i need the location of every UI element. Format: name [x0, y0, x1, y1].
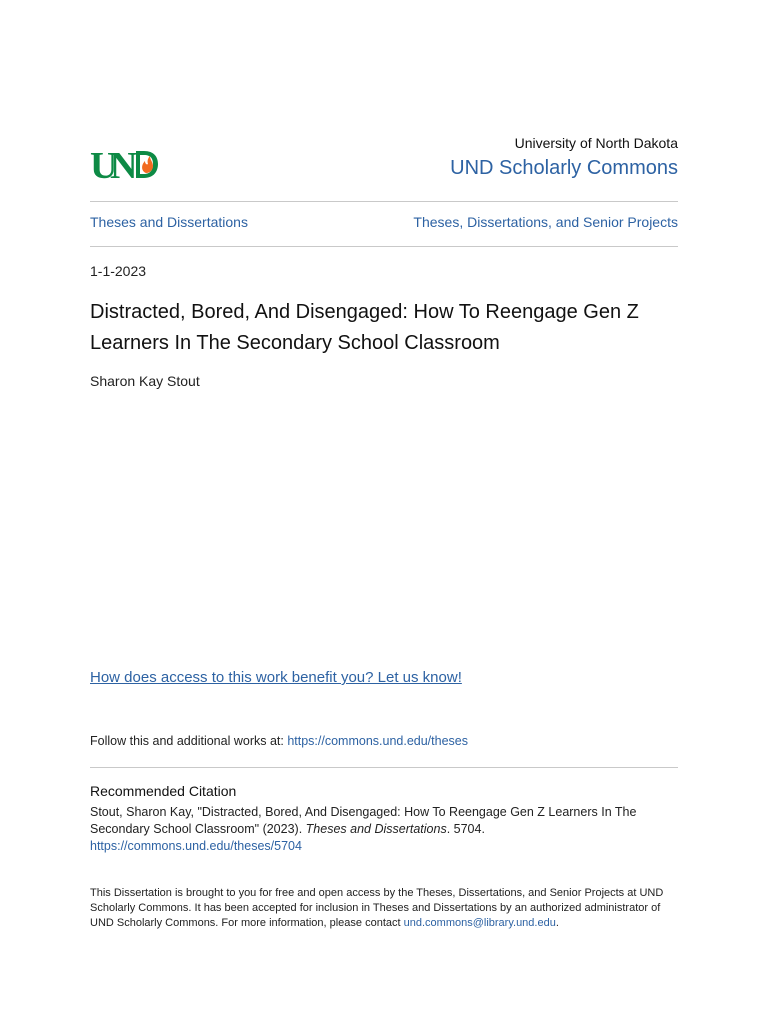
access-notice — [90, 886, 670, 931]
cover-page — [90, 0, 678, 1024]
und-logo — [90, 147, 160, 181]
feedback-link[interactable]: How does access to this work benefit you? Let us know! — [90, 669, 462, 686]
header — [90, 135, 678, 195]
follow-line — [90, 734, 468, 748]
institution-name: University of North Dakota — [514, 135, 678, 151]
citation-body: Stout, Sharon Kay, "Distracted, Bored, And Disengaged: How To Reengage Gen Z Learners In The Secondary School Classroom" (2023). — [90, 805, 637, 836]
contact-email-link[interactable]: und.commons@library.und.edu — [403, 917, 556, 929]
svg-text:N: N — [110, 147, 137, 181]
svg-text:U: U — [90, 147, 117, 181]
collection-link[interactable]: Theses and Dissertations — [90, 214, 248, 230]
citation-url-link[interactable]: https://commons.und.edu/theses/5704 — [90, 839, 302, 853]
citation-text — [90, 804, 650, 855]
collection-url-link[interactable]: https://commons.und.edu/theses — [287, 734, 468, 748]
citation-heading: Recommended Citation — [90, 783, 237, 799]
parent-collection-link[interactable]: Theses, Dissertations, and Senior Projects — [413, 214, 678, 230]
notice-text: This Dissertation is brought to you for free and open access by the Theses, Dissertations, and Senior Projects at UND Scholarly Commons. It has been accepted for inclusion in Theses and Dissertations by an authorized administrator of UND Scholarly Commons. For more information, please contact — [90, 887, 664, 929]
citation-number: . 5704. — [446, 822, 485, 836]
author-name: Sharon Kay Stout — [90, 373, 200, 389]
document-title: Distracted, Bored, And Disengaged: How To Reengage Gen Z Learners In The Secondary School Classroom — [90, 301, 639, 354]
divider — [90, 201, 678, 202]
divider — [90, 246, 678, 247]
divider — [90, 767, 678, 768]
publication-date: 1-1-2023 — [90, 263, 147, 279]
follow-prefix: Follow this and additional works at: — [90, 734, 288, 748]
citation-series: Theses and Dissertations — [305, 822, 447, 836]
notice-end: . — [555, 917, 559, 929]
repository-link[interactable]: UND Scholarly Commons — [450, 157, 678, 179]
